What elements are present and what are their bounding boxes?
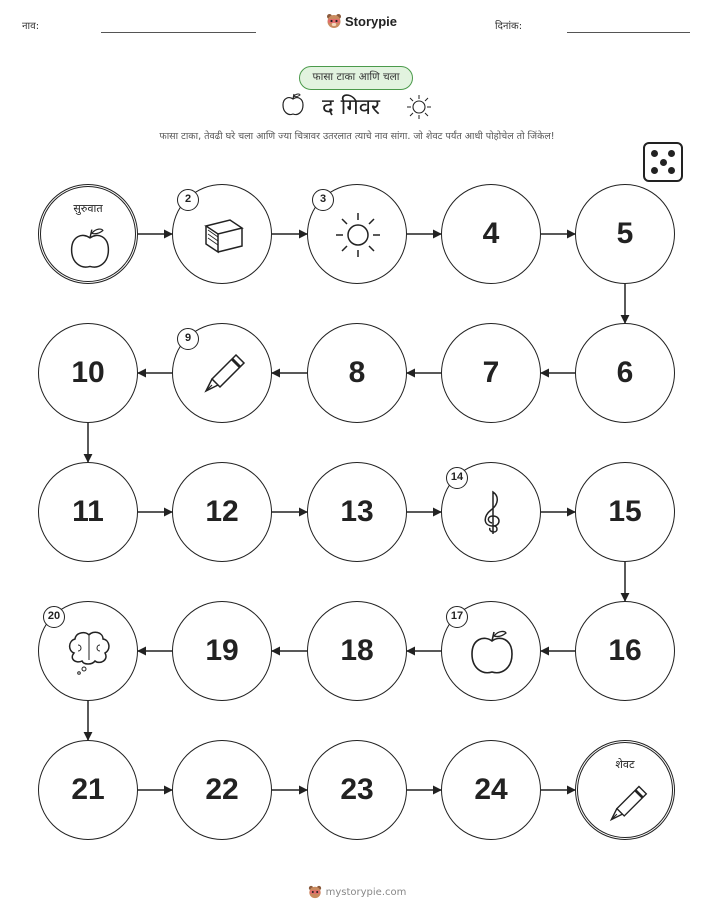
- cell-number: 5: [616, 217, 634, 250]
- cell-number: 7: [482, 356, 500, 389]
- date-label: दिनांक:: [495, 21, 523, 32]
- board-cell: [172, 462, 272, 562]
- page-title: द गिवर: [322, 95, 380, 120]
- board-cell: [38, 601, 138, 701]
- board-cell: [575, 323, 675, 423]
- board-cell: [38, 323, 138, 423]
- bear-mascot-icon: [308, 885, 322, 899]
- board-cell: [307, 462, 407, 562]
- start-label: सुरुवात: [73, 202, 103, 215]
- cell-number: 12: [205, 495, 239, 528]
- fountain-pen-icon: [198, 349, 248, 399]
- cell-number: 4: [482, 217, 500, 250]
- cell-number: 21: [71, 773, 105, 806]
- cell-number: 16: [608, 634, 642, 667]
- fountain-pen-icon: [604, 781, 650, 827]
- board-cell: [441, 323, 541, 423]
- board-cell: [172, 323, 272, 423]
- cell-number-badge: 2: [177, 189, 199, 211]
- cell-number: 11: [72, 495, 104, 528]
- cell-number: 22: [205, 773, 239, 806]
- board-cell: [172, 740, 272, 840]
- board-cell: [441, 184, 541, 284]
- brand-name: Storypie: [345, 13, 398, 29]
- board-cell: [307, 601, 407, 701]
- cell-number-badge: 20: [43, 606, 65, 628]
- game-tag: फासा टाका आणि चला: [299, 66, 413, 90]
- sun-icon: [333, 210, 383, 260]
- start-cell: [38, 184, 138, 284]
- end-label: शेवट: [615, 758, 635, 771]
- book-icon: [198, 210, 248, 260]
- instructions: फासा टाका, तेवढी घरे चला आणि ज्या चित्रावर उतरलात त्याचे नाव सांगा. जो शेवट पर्यंत आधी पोहोचेल तो जिंकेल!: [159, 131, 555, 142]
- board-cell: [307, 184, 407, 284]
- cell-number: 15: [608, 495, 642, 528]
- cell-number: 23: [340, 773, 374, 806]
- board-cell: [441, 601, 541, 701]
- board-cell: [575, 462, 675, 562]
- cell-number-badge: 14: [446, 467, 468, 489]
- cell-number: 8: [348, 356, 366, 389]
- apple-icon: [467, 627, 517, 677]
- cell-number: 24: [474, 773, 508, 806]
- cell-number: 19: [205, 634, 239, 667]
- board-cell: [38, 462, 138, 562]
- cell-number: 6: [616, 356, 634, 389]
- footer-url[interactable]: mystorypie.com: [325, 886, 407, 898]
- board-cell: [38, 740, 138, 840]
- cell-number: 10: [71, 356, 105, 389]
- board-cell: [441, 740, 541, 840]
- end-cell: [575, 740, 675, 840]
- treble-clef-icon: [467, 488, 517, 538]
- cell-number: 18: [340, 634, 374, 667]
- board-cell: [307, 740, 407, 840]
- board-cell: [172, 601, 272, 701]
- footer: [0, 885, 714, 899]
- cell-number-badge: 17: [446, 606, 468, 628]
- brain-icon: [64, 627, 114, 677]
- name-label: नाव:: [22, 21, 40, 32]
- apple-icon: [67, 225, 113, 271]
- board-cell: [575, 601, 675, 701]
- cell-number-badge: 9: [177, 328, 199, 350]
- cell-number: 13: [340, 495, 374, 528]
- board-cell: [441, 462, 541, 562]
- board-cell: [307, 323, 407, 423]
- board-cell: [172, 184, 272, 284]
- board-cell: [575, 184, 675, 284]
- cell-number-badge: 3: [312, 189, 334, 211]
